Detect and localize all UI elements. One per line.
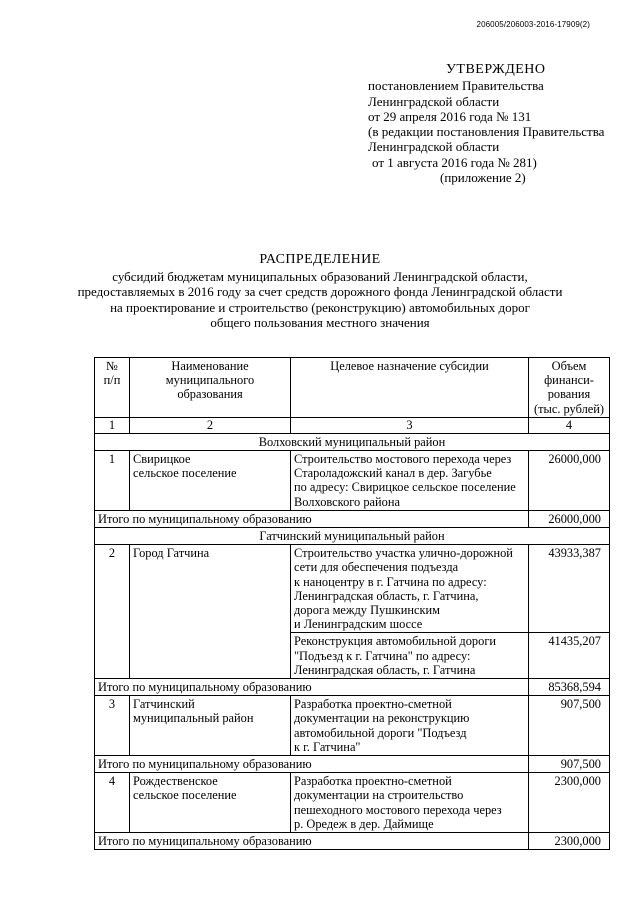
entry-num: 4 <box>95 773 130 833</box>
entry-num: 3 <box>95 696 130 756</box>
cell-line: Разработка проектно-сметной <box>294 774 452 789</box>
approval-line: Ленинградской области <box>368 139 500 155</box>
entry-amount: 43933,387 <box>529 545 610 633</box>
cell-line: автомобильной дороги "Подъезд <box>294 725 467 740</box>
entry-num: 1 <box>95 451 130 511</box>
total-row <box>95 833 610 850</box>
total-amount: 85368,594 <box>529 679 610 696</box>
total-row <box>95 679 610 696</box>
cell-line: рования <box>547 387 591 402</box>
cell-line: сети для обеспечения подъезда <box>294 560 459 575</box>
total-label: Итого по муниципальному образованию <box>95 679 529 696</box>
entry-name <box>130 773 291 833</box>
title-line: предоставляемых в 2016 году за счет средств дорожного фонда Ленинградской области <box>77 284 563 300</box>
cell-line: сельское поселение <box>133 788 237 803</box>
total-label: Итого по муниципальному образованию <box>95 510 529 527</box>
distribution-table <box>94 357 610 850</box>
cell-line: Разработка проектно-сметной <box>294 697 452 712</box>
cell-line: п/п <box>103 373 121 388</box>
entry-purpose <box>291 545 529 633</box>
cell-line: Гатчинский <box>133 697 195 712</box>
entry-amount: 907,500 <box>529 696 610 756</box>
total-row <box>95 756 610 773</box>
approval-heading: УТВЕРЖДЕНО <box>446 62 546 77</box>
cell-line: финанси- <box>544 373 594 388</box>
entry-purpose <box>291 696 529 756</box>
cell-line: к г. Гатчина" <box>294 739 361 754</box>
entry-purpose <box>291 451 529 511</box>
cell-line: Город Гатчина <box>133 546 210 561</box>
cell-line: Староладожский канал в дер. Загубье <box>294 466 492 481</box>
title-line: общего пользования местного значения <box>210 315 430 331</box>
cell-line: к наноцентру в г. Гатчина по адресу: <box>294 574 487 589</box>
table-body <box>95 358 610 850</box>
cell-line: сельское поселение <box>133 466 237 481</box>
cell-line: Волховского района <box>294 494 400 509</box>
region-name: Гатчинский муниципальный район <box>95 528 610 545</box>
total-label: Итого по муниципальному образованию <box>95 833 529 850</box>
region-row <box>95 433 610 450</box>
entry-purpose <box>291 773 529 833</box>
table-row <box>95 773 610 833</box>
cell-line: по адресу: Свирицкое сельское поселение <box>294 480 516 495</box>
cell-line: документации на строительство <box>294 788 464 803</box>
cell-line: Ленинградская область, г. Гатчина <box>294 662 476 677</box>
header-row <box>95 358 610 418</box>
entry-amount: 26000,000 <box>529 451 610 511</box>
cell-line: "Подъезд к г. Гатчина" по адресу: <box>294 648 471 663</box>
entry-name <box>130 451 291 511</box>
cell-line: Ленинградская область, г. Гатчина, <box>294 588 479 603</box>
approval-line: постановлением Правительства <box>368 78 544 94</box>
cell-line: Строительство участка улично-дорожной <box>294 546 513 561</box>
title-line: на проектирование и строительство (реконструкцию) автомобильных дорог <box>110 299 530 315</box>
document-title <box>60 252 580 331</box>
header-name <box>130 358 291 418</box>
approval-line: (приложение 2) <box>440 170 526 186</box>
cell-line: № <box>106 359 118 373</box>
table-row <box>95 696 610 756</box>
entry-name <box>130 696 291 756</box>
total-amount: 2300,000 <box>529 833 610 850</box>
cell-line: Рождественское <box>133 774 218 789</box>
approval-line: от 1 августа 2016 года № 281) <box>372 154 537 170</box>
column-number: 3 <box>291 417 529 433</box>
cell-line: (тыс. рублей) <box>533 401 605 416</box>
cell-line: муниципальный район <box>133 711 254 726</box>
cell-line: р. Оредеж в дер. Даймище <box>294 816 434 831</box>
cell-line: Объем <box>551 359 587 373</box>
approval-line: от 29 апреля 2016 года № 131 <box>368 108 532 124</box>
column-number: 2 <box>130 417 291 433</box>
cell-line: Свирицкое <box>133 452 191 467</box>
column-numbers-row <box>95 417 610 433</box>
cell-line: муниципального образования <box>165 373 255 402</box>
header-num <box>95 358 130 418</box>
approval-block <box>368 62 618 185</box>
document-id: 206005/206003-2016-17909(2) <box>476 20 590 29</box>
entry-num: 2 <box>95 545 130 679</box>
region-name: Волховский муниципальный район <box>95 433 610 450</box>
table-row <box>95 451 610 511</box>
entry-name <box>130 545 291 679</box>
cell-line: Строительство мостового перехода через <box>294 452 512 467</box>
cell-line: дорога между Пушкинским <box>294 603 441 618</box>
title-heading: РАСПРЕДЕЛЕНИЕ <box>259 252 381 267</box>
total-label: Итого по муниципальному образованию <box>95 756 529 773</box>
column-number: 4 <box>529 417 610 433</box>
table-row <box>95 545 610 633</box>
cell-line: Целевое назначение субсидии <box>330 359 489 373</box>
cell-line: Наименование <box>171 359 249 373</box>
column-number: 1 <box>95 417 130 433</box>
entry-purpose <box>291 633 529 679</box>
header-amount <box>529 358 610 418</box>
header-purpose <box>291 358 529 418</box>
entry-amount: 2300,000 <box>529 773 610 833</box>
region-row <box>95 528 610 545</box>
total-amount: 907,500 <box>529 756 610 773</box>
cell-line: и Ленинградским шоссе <box>294 617 423 632</box>
approval-line: (в редакции постановления Правительства <box>368 124 605 140</box>
total-row <box>95 510 610 527</box>
cell-line: пешеходного мостового перехода через <box>294 802 502 817</box>
entry-amount: 41435,207 <box>529 633 610 679</box>
approval-line: Ленинградской области <box>368 93 500 109</box>
title-line: субсидий бюджетам муниципальных образований Ленинградской области, <box>112 268 528 284</box>
cell-line: документации на реконструкцию <box>294 711 470 726</box>
cell-line: Реконструкция автомобильной дороги <box>294 634 497 649</box>
total-amount: 26000,000 <box>529 510 610 527</box>
